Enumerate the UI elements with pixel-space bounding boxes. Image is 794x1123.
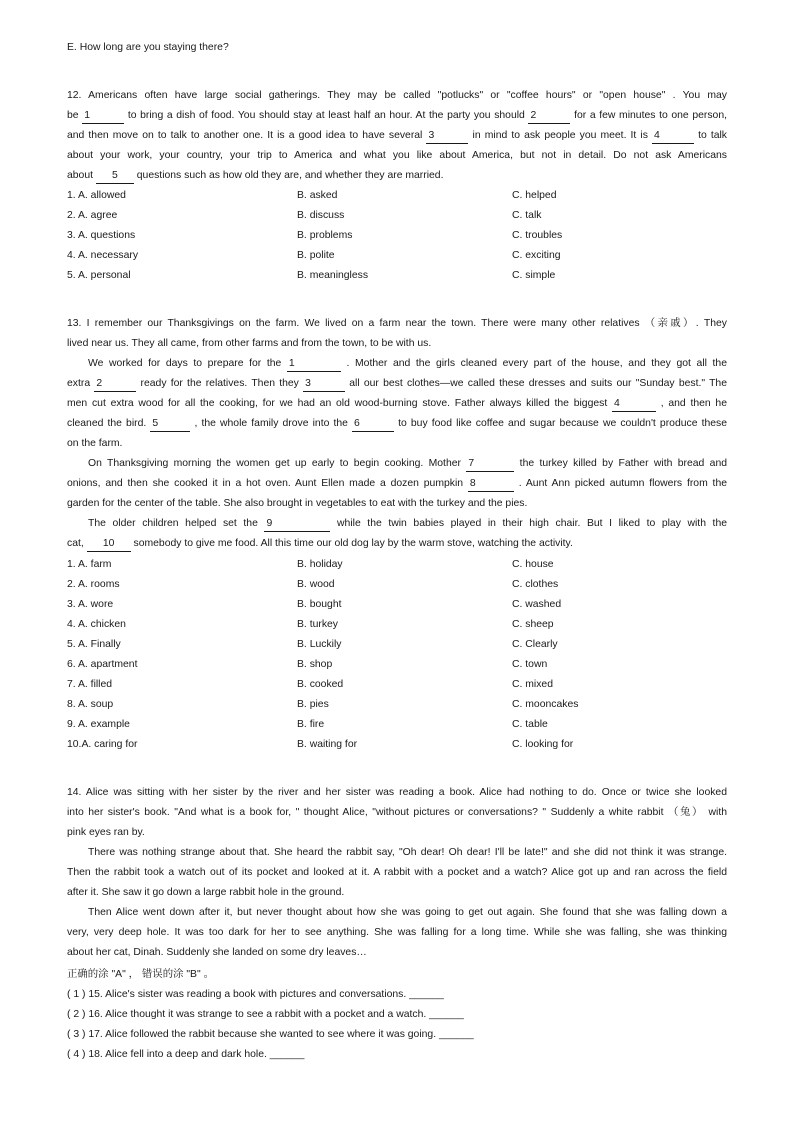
option-a[interactable]: 1. A. farm xyxy=(67,559,112,570)
option-c[interactable]: C. exciting xyxy=(512,250,561,261)
passage-text: On Thanksgiving morning the women get up early to begin cooking. Mother xyxy=(88,458,467,469)
option-a[interactable]: 3. A. questions xyxy=(67,230,136,241)
passage-text: into her sister's book. "And what is a book for, " thought Alice, "without pictures or conversations? " Suddenly a white rabbit （兔） with xyxy=(67,807,727,818)
option-a[interactable]: 7. A. filled xyxy=(67,679,113,690)
passage-text: after it. She saw it go down a large rabbit hole in the ground. xyxy=(67,887,345,898)
passage-text: to buy food like coffee and sugar because we couldn't produce these xyxy=(394,418,727,429)
q13-passage-line xyxy=(67,374,727,394)
passage-text: all our best clothes—we called these dresses and suits our "Sunday best." The xyxy=(345,378,727,389)
option-a[interactable]: 8. A. soup xyxy=(67,699,114,710)
true-false-statement[interactable]: ( 1 ) 15. Alice's sister was reading a book with pictures and conversations. ______ xyxy=(67,989,444,1000)
option-c[interactable]: C. mixed xyxy=(512,679,553,690)
passage-text: questions such as how old they are, and whether they are married. xyxy=(133,170,444,181)
answer-blank[interactable]: 3 xyxy=(303,377,345,392)
answer-blank[interactable]: 7 xyxy=(466,457,514,472)
passage-text: , the whole family drove into the xyxy=(190,418,353,429)
q13-passage-line xyxy=(67,474,727,494)
q13-passage-line xyxy=(88,514,727,534)
q13-passage-line xyxy=(67,334,727,354)
option-b[interactable]: B. discuss xyxy=(297,210,345,221)
passage-text: for a few minutes to one person, xyxy=(570,110,727,121)
passage-text: extra xyxy=(67,378,95,389)
option-c[interactable]: C. washed xyxy=(512,599,562,610)
q14-passage-line xyxy=(88,843,727,863)
option-c[interactable]: C. town xyxy=(512,659,548,670)
true-false-statement[interactable]: ( 2 ) 16. Alice thought it was strange to see a rabbit with a pocket and a watch. ______ xyxy=(67,1009,464,1020)
passage-text: 13. I remember our Thanksgivings on the farm. We lived on a farm near the town. There were many other relatives （亲戚）. They xyxy=(67,318,727,329)
option-a[interactable]: 9. A. example xyxy=(67,719,130,730)
passage-text: to bring a dish of food. You should stay at least half an hour. At the party you should xyxy=(124,110,529,121)
option-b[interactable]: B. pies xyxy=(297,699,329,710)
option-c[interactable]: C. table xyxy=(512,719,548,730)
option-b[interactable]: B. cooked xyxy=(297,679,344,690)
option-b[interactable]: B. turkey xyxy=(297,619,338,630)
option-c[interactable]: C. looking for xyxy=(512,739,574,750)
answer-blank[interactable]: 3 xyxy=(426,129,468,144)
option-b[interactable]: B. wood xyxy=(297,579,335,590)
option-a[interactable]: 4. A. chicken xyxy=(67,619,126,630)
q12-passage-line xyxy=(67,166,727,186)
q13-passage-line xyxy=(67,314,727,334)
answer-blank[interactable]: 10 xyxy=(87,537,131,552)
option-b[interactable]: B. fire xyxy=(297,719,325,730)
q13-passage-line xyxy=(88,354,727,374)
answer-blank[interactable]: 8 xyxy=(468,477,514,492)
option-a[interactable]: 3. A. wore xyxy=(67,599,114,610)
option-a[interactable]: 1. A. allowed xyxy=(67,190,126,201)
option-a[interactable]: 2. A. agree xyxy=(67,210,118,221)
passage-text: about her cat, Dinah. Suddenly she landed on some dry leaves… xyxy=(67,947,367,958)
passage-text: in mind to ask people you meet. It is xyxy=(468,130,652,141)
passage-text: while the twin babies played in their high chair. But I liked to play with the xyxy=(330,518,728,529)
q14-passage-line xyxy=(88,903,727,923)
passage-text: lived near us. They all came, from other farms and from the town, to be with us. xyxy=(67,338,432,349)
passage-text: pink eyes ran by. xyxy=(67,827,145,838)
q12-passage-line xyxy=(67,126,727,146)
passage-text: The older children helped set the xyxy=(88,518,265,529)
q14-passage-line xyxy=(67,943,727,963)
option-b[interactable]: B. Luckily xyxy=(297,639,342,650)
answer-blank[interactable]: 5 xyxy=(96,169,134,184)
q12-passage-line xyxy=(67,146,727,166)
q13-passage-line xyxy=(67,494,727,514)
passage-text: Then the rabbit took a watch out of its pocket and looked at it. A rabbit with a pocket and a watch? Alice got up and ran across the field xyxy=(67,867,727,878)
passage-text: . Aunt Ann picked autumn flowers from the xyxy=(513,478,728,489)
passage-text: and then move on to talk to another one. It is a good idea to have several xyxy=(67,130,427,141)
passage-text: onions, and then she cooked it in a hot oven. Aunt Ellen made a dozen pumpkin xyxy=(67,478,468,489)
option-b[interactable]: B. problems xyxy=(297,230,353,241)
q14-passage-line xyxy=(67,783,727,803)
true-false-statement[interactable]: ( 3 ) 17. Alice followed the rabbit because she wanted to see where it was going. ______ xyxy=(67,1029,474,1040)
option-c[interactable]: C. helped xyxy=(512,190,557,201)
option-b[interactable]: B. waiting for xyxy=(297,739,358,750)
q13-passage-line xyxy=(67,434,727,454)
q14-passage-line xyxy=(67,883,727,903)
option-b[interactable]: B. shop xyxy=(297,659,333,670)
option-a[interactable]: 4. A. necessary xyxy=(67,250,139,261)
passage-text: 14. Alice was sitting with her sister by the river and her sister was reading a book. Alice had nothing to do. Once or twice she looked xyxy=(67,787,727,798)
passage-text: Then Alice went down after it, but never thought about how she was going to get out again. She found that she was falling down a xyxy=(88,907,727,918)
option-b[interactable]: B. holiday xyxy=(297,559,343,570)
option-c[interactable]: C. Clearly xyxy=(512,639,558,650)
q14-instruction: 正确的涂 "A" ， 错误的涂 "B" 。 xyxy=(67,969,214,980)
option-b[interactable]: B. bought xyxy=(297,599,342,610)
answer-blank[interactable]: 4 xyxy=(652,129,694,144)
q14-passage-line xyxy=(67,823,727,843)
answer-blank[interactable]: 5 xyxy=(150,417,190,432)
option-c[interactable]: C. talk xyxy=(512,210,542,221)
option-a[interactable]: 5. A. Finally xyxy=(67,639,121,650)
option-c[interactable]: C. house xyxy=(512,559,554,570)
option-a[interactable]: 2. A. rooms xyxy=(67,579,120,590)
option-e-line: E. How long are you staying there? xyxy=(67,42,229,53)
option-c[interactable]: C. troubles xyxy=(512,230,563,241)
true-false-statement[interactable]: ( 4 ) 18. Alice fell into a deep and dark hole. ______ xyxy=(67,1049,305,1060)
q12-passage-line xyxy=(67,106,727,126)
passage-text: ready for the relatives. Then they xyxy=(136,378,304,389)
answer-blank[interactable]: 1 xyxy=(287,357,341,372)
option-b[interactable]: B. meaningless xyxy=(297,270,369,281)
passage-text: 12. Americans often have large social gatherings. They may be called "potlucks" or "coffee hours" or "open house" . You may xyxy=(67,90,727,101)
passage-text: garden for the center of the table. She also brought in vegetables to eat with the turkey and the pies. xyxy=(67,498,528,509)
passage-text: be xyxy=(67,110,83,121)
passage-text: about xyxy=(67,170,96,181)
q14-passage-line xyxy=(67,923,727,943)
passage-text: , and then he xyxy=(655,398,727,409)
option-b[interactable]: B. polite xyxy=(297,250,335,261)
answer-blank[interactable]: 6 xyxy=(352,417,394,432)
q13-passage-line xyxy=(88,454,727,474)
q13-passage-line xyxy=(67,534,727,554)
passage-text: We worked for days to prepare for the xyxy=(88,358,287,369)
passage-text: men cut extra wood for all the cooking, for we had an old wood-burning stove. Father always killed the biggest xyxy=(67,398,612,409)
option-c[interactable]: C. mooncakes xyxy=(512,699,579,710)
passage-text: about your work, your country, your trip to America and what you like about America, but not in detail. Do not ask Americans xyxy=(67,150,727,161)
answer-blank[interactable]: 1 xyxy=(82,109,124,124)
passage-text: somebody to give me food. All this time our old dog lay by the warm stove, watching the activity. xyxy=(130,538,573,549)
q14-passage-line xyxy=(67,803,727,823)
passage-text: . Mother and the girls cleaned every part of the house, and they got all the xyxy=(340,358,727,369)
answer-blank[interactable]: 2 xyxy=(94,377,136,392)
q13-passage-line xyxy=(67,414,727,434)
answer-blank[interactable]: 4 xyxy=(612,397,656,412)
answer-blank[interactable]: 2 xyxy=(528,109,570,124)
option-a[interactable]: 10.A. caring for xyxy=(67,739,138,750)
option-b[interactable]: B. asked xyxy=(297,190,338,201)
q12-passage-line xyxy=(67,86,727,106)
passage-text: very, very deep hole. It was too dark for her to see anything. She was falling for a long time. While she was falling, she was thinking xyxy=(67,927,727,938)
passage-text: There was nothing strange about that. She heard the rabbit say, "Oh dear! Oh dear! I'll be late!" and she did not think it was strange. xyxy=(88,847,727,858)
passage-text: on the farm. xyxy=(67,438,123,449)
answer-blank[interactable]: 9 xyxy=(264,517,330,532)
option-a[interactable]: 6. A. apartment xyxy=(67,659,138,670)
option-c[interactable]: C. simple xyxy=(512,270,556,281)
q13-passage-line xyxy=(67,394,727,414)
passage-text: cleaned the bird. xyxy=(67,418,151,429)
q14-passage-line xyxy=(67,863,727,883)
passage-text: the turkey killed by Father with bread and xyxy=(514,458,727,469)
passage-text: cat, xyxy=(67,538,87,549)
option-a[interactable]: 5. A. personal xyxy=(67,270,131,281)
option-c[interactable]: C. clothes xyxy=(512,579,559,590)
option-c[interactable]: C. sheep xyxy=(512,619,554,630)
passage-text: to talk xyxy=(694,130,728,141)
